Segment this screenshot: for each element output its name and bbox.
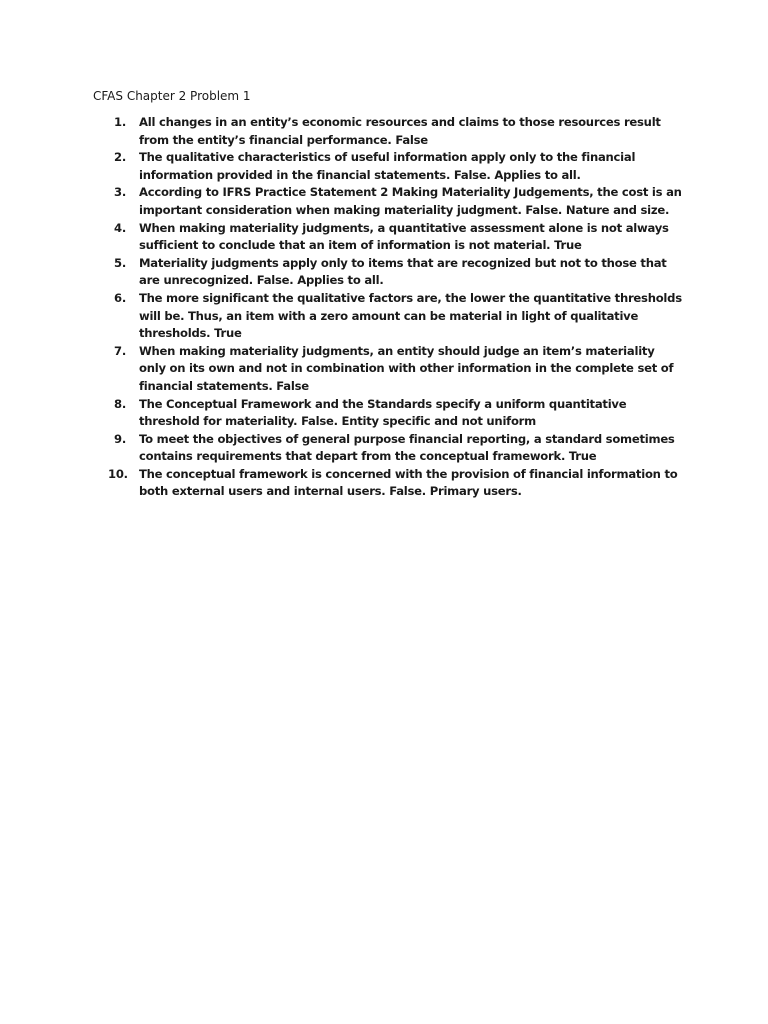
item-text: All changes in an entity’s economic resources and claims to those resources result from the entity’s financial performance. False <box>139 115 661 147</box>
problem-list <box>93 114 683 501</box>
item-text: Materiality judgments apply only to items that are recognized but not to those that are unrecognized. False. Applies to all. <box>139 255 667 288</box>
list-item <box>93 396 683 431</box>
item-number: 9. <box>114 431 126 446</box>
list-item <box>93 466 683 501</box>
item-text: According to IFRS Practice Statement 2 Making Materiality Judgements, the cost is an important consideration when making materiality judgment. False. Nature and size. <box>139 185 682 217</box>
item-number: 2. <box>114 150 126 165</box>
list-item <box>93 149 683 184</box>
list-item <box>93 184 683 219</box>
item-text: The more significant the qualitative factors are, the lower the quantitative thresholds will be. Thus, an item with a zero amount can be material in light of qualitative thresholds. True <box>139 290 682 341</box>
list-item <box>93 431 683 466</box>
list-item <box>93 343 683 396</box>
document-title: CFAS Chapter 2 Problem 1 <box>93 89 251 103</box>
list-item <box>93 290 683 343</box>
item-number: 3. <box>114 185 126 200</box>
item-number: 4. <box>114 220 126 235</box>
list-item <box>93 220 683 255</box>
item-text: The qualitative characteristics of useful information apply only to the financial information provided in the financial statements. False. Applies to all. <box>139 150 636 182</box>
item-number: 1. <box>114 115 126 129</box>
item-number: 8. <box>114 396 126 411</box>
item-number: 6. <box>114 290 126 305</box>
item-text: The Conceptual Framework and the Standards specify a uniform quantitative threshold for materiality. False. Entity specific and not uniform <box>139 396 627 429</box>
list-item <box>93 255 683 290</box>
item-text: When making materiality judgments, a quantitative assessment alone is not always sufficient to conclude that an item of information is not material. True <box>139 220 669 253</box>
item-number: 5. <box>114 255 126 270</box>
item-text: To meet the objectives of general purpose financial reporting, a standard sometimes contains requirements that depart from the conceptual framework. True <box>139 431 675 464</box>
list-item <box>93 114 683 149</box>
item-number: 7. <box>114 343 126 358</box>
item-text: The conceptual framework is concerned with the provision of financial information to both external users and internal users. False. Primary users. <box>139 466 678 499</box>
item-text: When making materiality judgments, an entity should judge an item’s materiality only on its own and not in combination with other information in the complete set of financial statements. False <box>139 343 674 393</box>
item-number: 10. <box>108 466 128 481</box>
